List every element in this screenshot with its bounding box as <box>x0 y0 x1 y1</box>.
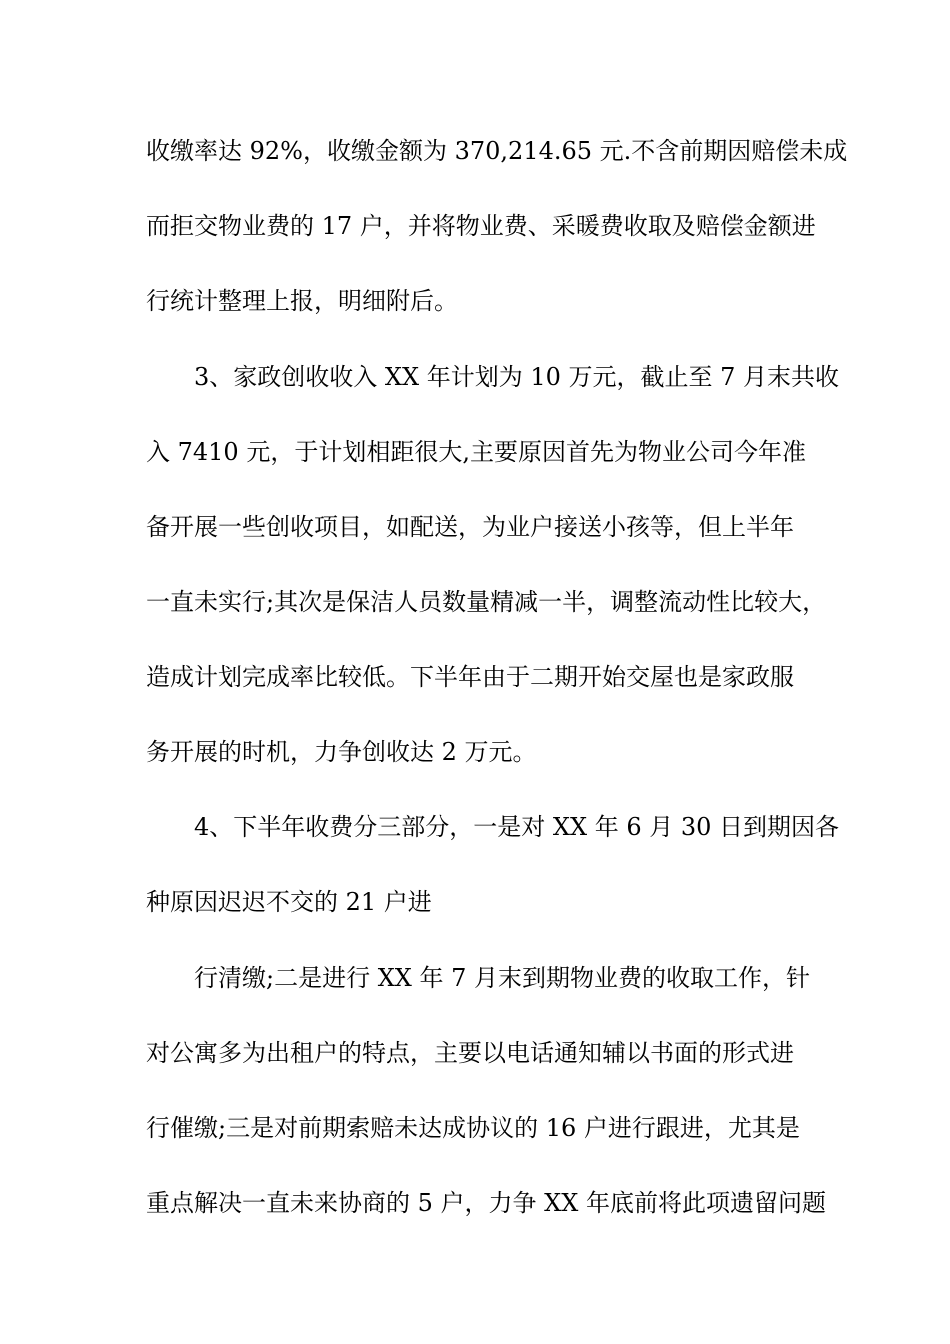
paragraph-line: 备开展一些创收项目，如配送，为业户接送小孩等，但上半年 <box>146 513 794 541</box>
paragraph-line: 重点解决一直未来协商的 5 户，力争 XX 年底前将此项遗留问题 <box>146 1189 826 1217</box>
paragraph-line: 行统计整理上报，明细附后。 <box>146 287 458 315</box>
paragraph-line: 3、家政创收收入 XX 年计划为 10 万元，截止至 7 月末共收 <box>194 363 840 391</box>
paragraph-line: 行清缴;二是进行 XX 年 7 月末到期物业费的收取工作，针 <box>194 964 811 992</box>
paragraph-line: 4、下半年收费分三部分，一是对 XX 年 6 月 30 日到期因各 <box>194 813 840 841</box>
paragraph-line: 行催缴;三是对前期索赔未达成协议的 16 户进行跟进，尤其是 <box>146 1114 800 1142</box>
paragraph-line: 入 7410 元，于计划相距很大,主要原因首先为物业公司今年准 <box>146 438 806 466</box>
paragraph-line: 收缴率达 92%，收缴金额为 370,214.65 元.不含前期因赔偿未成 <box>146 137 848 165</box>
paragraph-line: 一直未实行;其次是保洁人员数量精减一半，调整流动性比较大， <box>146 588 827 616</box>
paragraph-line: 造成计划完成率比较低。下半年由于二期开始交屋也是家政服 <box>146 663 794 691</box>
paragraph-line: 而拒交物业费的 17 户，并将物业费、采暖费收取及赔偿金额进 <box>146 212 816 240</box>
paragraph-line: 种原因迟迟不交的 21 户进 <box>146 888 432 916</box>
paragraph-line: 对公寓多为出租户的特点，主要以电话通知辅以书面的形式进 <box>146 1039 794 1067</box>
paragraph-line: 务开展的时机，力争创收达 2 万元。 <box>146 738 537 766</box>
